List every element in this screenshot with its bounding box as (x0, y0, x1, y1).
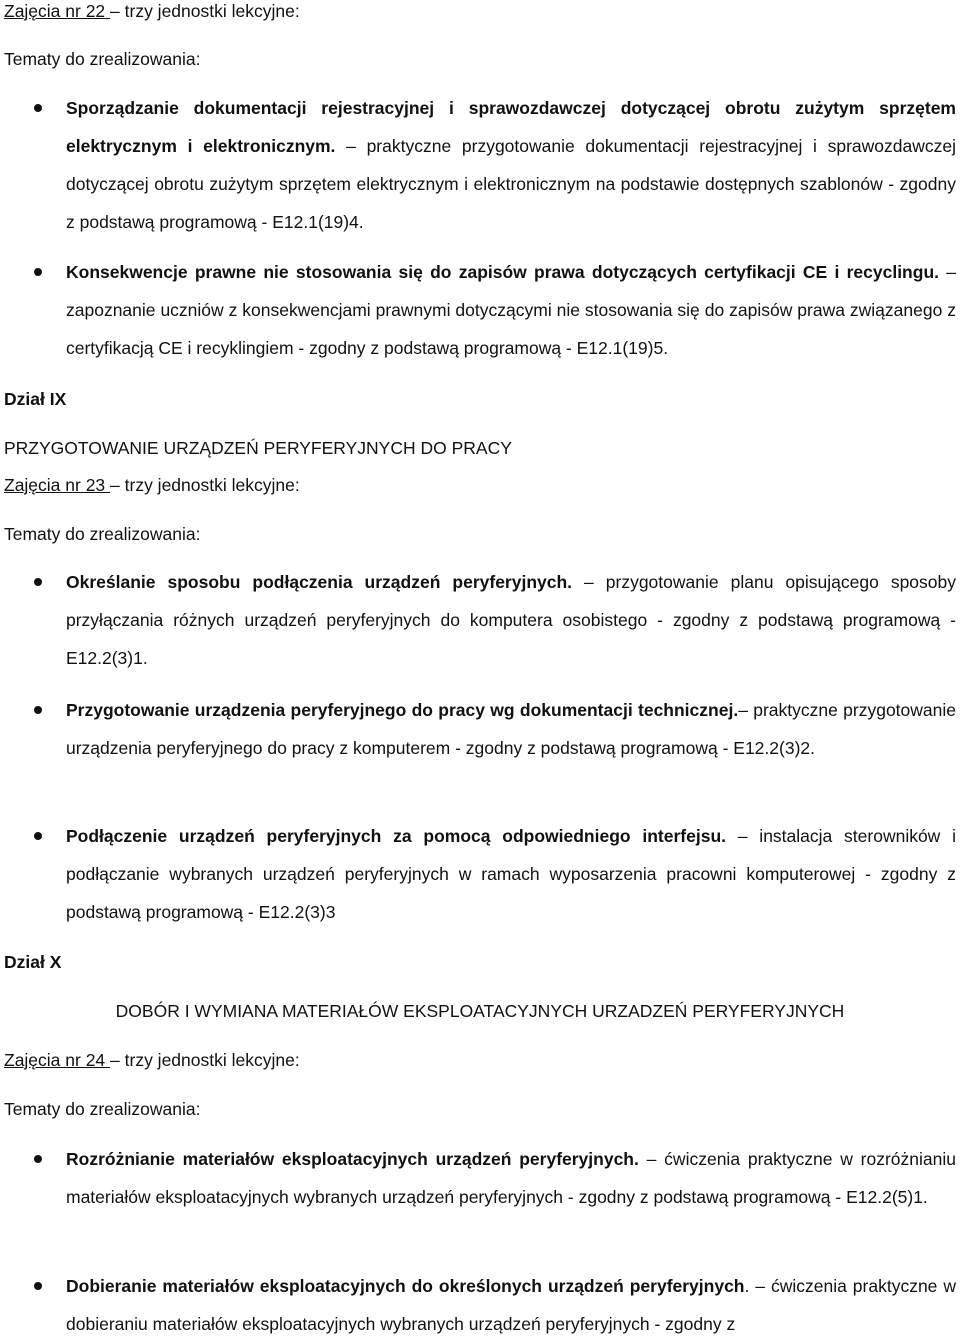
lesson-22-label: Zajęcia nr 22 (4, 1, 111, 21)
topic-24-2 (66, 1267, 956, 1343)
topic-22-1-desc: – praktyczne przygotowanie dokumentacji rejestracyjnej i sprawozdawczej dotyczącej obrotu zużytym sprzętem elektrycznym i elektronicznym na podstawie dostępnych szablonów - zgodny z podstawą programową - E12.1(19)4. (66, 136, 957, 232)
lesson-22-header (4, 0, 300, 22)
topic-23-1 (66, 563, 956, 677)
section-x-label: Dział X (4, 952, 62, 972)
section-x-title: DOBÓR I WYMIANA MATERIAŁÓW EKSPLOATACYJNYCH URZADZEŃ PERYFERYJNYCH (115, 1001, 845, 1021)
topics-heading-23: Tematy do zrealizowania: (4, 524, 201, 544)
topic-23-3-desc: – instalacja sterowników i podłączanie wybranych urządzeń peryferyjnych w ramach wyposarzenia pracowni komputerowej - zgodny z podstawą programową - E12.2(3)3 (66, 826, 956, 922)
topic-22-1 (66, 89, 956, 241)
lesson-22-duration: – trzy jednostki lekcyjne: (110, 1, 300, 21)
bullet-icon (34, 832, 42, 840)
topic-24-1 (66, 1140, 956, 1216)
topic-24-2-title: Dobieranie materiałów eksploatacyjnych do określonych urządzeń peryferyjnych (66, 1276, 745, 1296)
lesson-24-label: Zajęcia nr 24 (4, 1050, 111, 1070)
lesson-23-header (4, 474, 300, 496)
section-ix-title: PRZYGOTOWANIE URZĄDZEŃ PERYFERYJNYCH DO PRACY (4, 438, 512, 458)
bullet-icon (34, 706, 42, 714)
topics-heading-22: Tematy do zrealizowania: (4, 49, 201, 69)
bullet-icon (34, 104, 42, 112)
topic-24-2-desc: . – ćwiczenia praktyczne w dobieraniu materiałów eksploatacyjnych wybranych urządzeń peryferyjnych - zgodny z (66, 1276, 956, 1334)
topic-23-2-title: Przygotowanie urządzenia peryferyjnego do pracy wg dokumentacji technicznej. (66, 700, 739, 720)
topic-23-1-desc: – przygotowanie planu opisującego sposoby przyłączania różnych urządzeń peryferyjnych do komputera osobistego - zgodny z podstawą programową - E12.2(3)1. (66, 572, 956, 668)
lesson-23-duration: – trzy jednostki lekcyjne: (110, 475, 300, 495)
topic-24-1-title: Rozróżnianie materiałów eksploatacyjnych urządzeń peryferyjnych. (66, 1149, 639, 1169)
topic-22-2-desc: – zapoznanie uczniów z konsekwencjami prawnymi dotyczącymi nie stosowania się do zapisów prawa związanego z certyfikacją CE i recyklingiem - zgodny z podstawą programową - E12.1(19)5. (66, 262, 956, 358)
bullet-icon (34, 578, 42, 586)
topic-23-2-desc: – praktyczne przygotowanie urządzenia peryferyjnego do pracy z komputerem - zgodny z podstawą programową - E12.2(3)2. (66, 700, 957, 758)
lesson-24-header (4, 1049, 300, 1071)
section-ix-label: Dział IX (4, 389, 67, 409)
bullet-icon (34, 1155, 42, 1163)
topic-22-2-title: Konsekwencje prawne nie stosowania się do zapisów prawa dotyczących certyfikacji CE i recyclingu. (66, 262, 939, 282)
topic-23-1-title: Określanie sposobu podłączenia urządzeń peryferyjnych. (66, 572, 573, 592)
bullet-icon (34, 268, 42, 276)
lesson-23-label: Zajęcia nr 23 (4, 475, 111, 495)
topics-heading-24: Tematy do zrealizowania: (4, 1099, 201, 1119)
topic-24-1-desc: – ćwiczenia praktyczne w rozróżnianiu materiałów eksploatacyjnych wybranych urządzeń peryferyjnych - zgodny z podstawą programową - E12.2(5)1. (66, 1149, 957, 1207)
topic-23-2 (66, 691, 956, 767)
lesson-24-duration: – trzy jednostki lekcyjne: (110, 1050, 300, 1070)
bullet-icon (34, 1282, 42, 1290)
topic-22-1-title: Sporządzanie dokumentacji rejestracyjnej i sprawozdawczej dotyczącej obrotu zużytym sprzętem elektrycznym i elektronicznym. (66, 98, 956, 156)
topic-23-3 (66, 817, 956, 931)
topic-22-2 (66, 253, 956, 367)
topic-23-3-title: Podłączenie urządzeń peryferyjnych za pomocą odpowiedniego interfejsu. (66, 826, 726, 846)
